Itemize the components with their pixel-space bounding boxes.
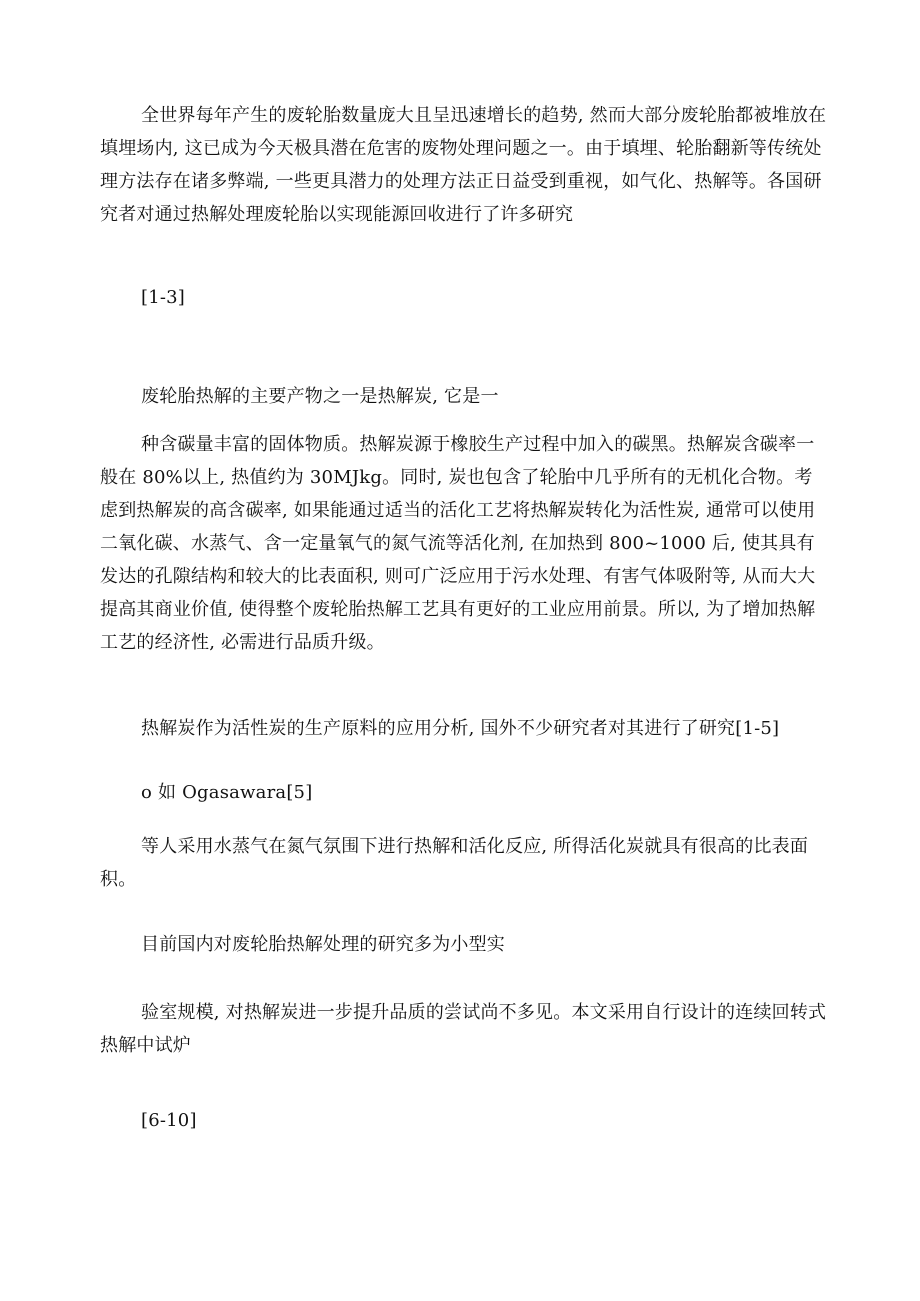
paragraph-domestic-research-lead: 目前国内对废轮胎热解处理的研究多为小型实 — [141, 934, 505, 955]
paragraph-ogasawara-ref: o 如 Ogasawara[5] — [141, 782, 313, 803]
citation-1-3: [1-3] — [141, 287, 186, 308]
paragraph-activated-carbon-analysis: 热解炭作为活性炭的生产原料的应用分析, 国外不少研究者对其进行了研究[1-5] — [141, 718, 780, 739]
paragraph-pyrolysis-char-lead: 废轮胎热解的主要产物之一是热解炭, 它是一 — [141, 386, 499, 407]
paragraph-intro: 全世界每年产生的废轮胎数量庞大且呈迅速增长的趋势, 然而大部分废轮胎都被堆放在填埋场内, 这已成为今天极具潜在危害的废物处理问题之一。由于填埋、轮胎翻新等传统处理方法存在诸多弊端, 一些更具潜力的处理方法正日益受到重视，如气化、热解等。各国研究者对通过热解处理废轮胎以实现能源回收进行了许多研究 — [100, 105, 827, 225]
citation-6-10: [6-10] — [141, 1110, 197, 1131]
paragraph-steam-activation: 等人采用水蒸气在氮气氛围下进行热解和活化反应, 所得活化炭就具有很高的比表面积。 — [100, 836, 809, 890]
paragraph-pyrolysis-char-body: 种含碳量丰富的固体物质。热解炭源于橡胶生产过程中加入的碳黑。热解炭含碳率一般在 80%以上, 热值约为 30MJkg。同时, 炭也包含了轮胎中几乎所有的无机化合物。考虑到热解炭的高含碳率, 如果能通过适当的活化工艺将热解炭转化为活性炭, 通常可以使用二氧化碳、水蒸气、含一定量氧气的氮气流等活化剂, 在加热到 800~1000 后, 使其具有发达的孔隙结构和较大的比表面积, 则可广泛应用于污水处理、有害气体吸附等, 从而大大提高其商业价值, 使得整个废轮胎热解工艺具有更好的工业应用前景。所以, 为了增加热解工艺的经济性, 必需进行品质升级。 — [100, 434, 816, 653]
paragraph-domestic-research-body: 验室规模, 对热解炭进一步提升品质的尝试尚不多见。本文采用自行设计的连续回转式热解中试炉 — [100, 1002, 827, 1056]
